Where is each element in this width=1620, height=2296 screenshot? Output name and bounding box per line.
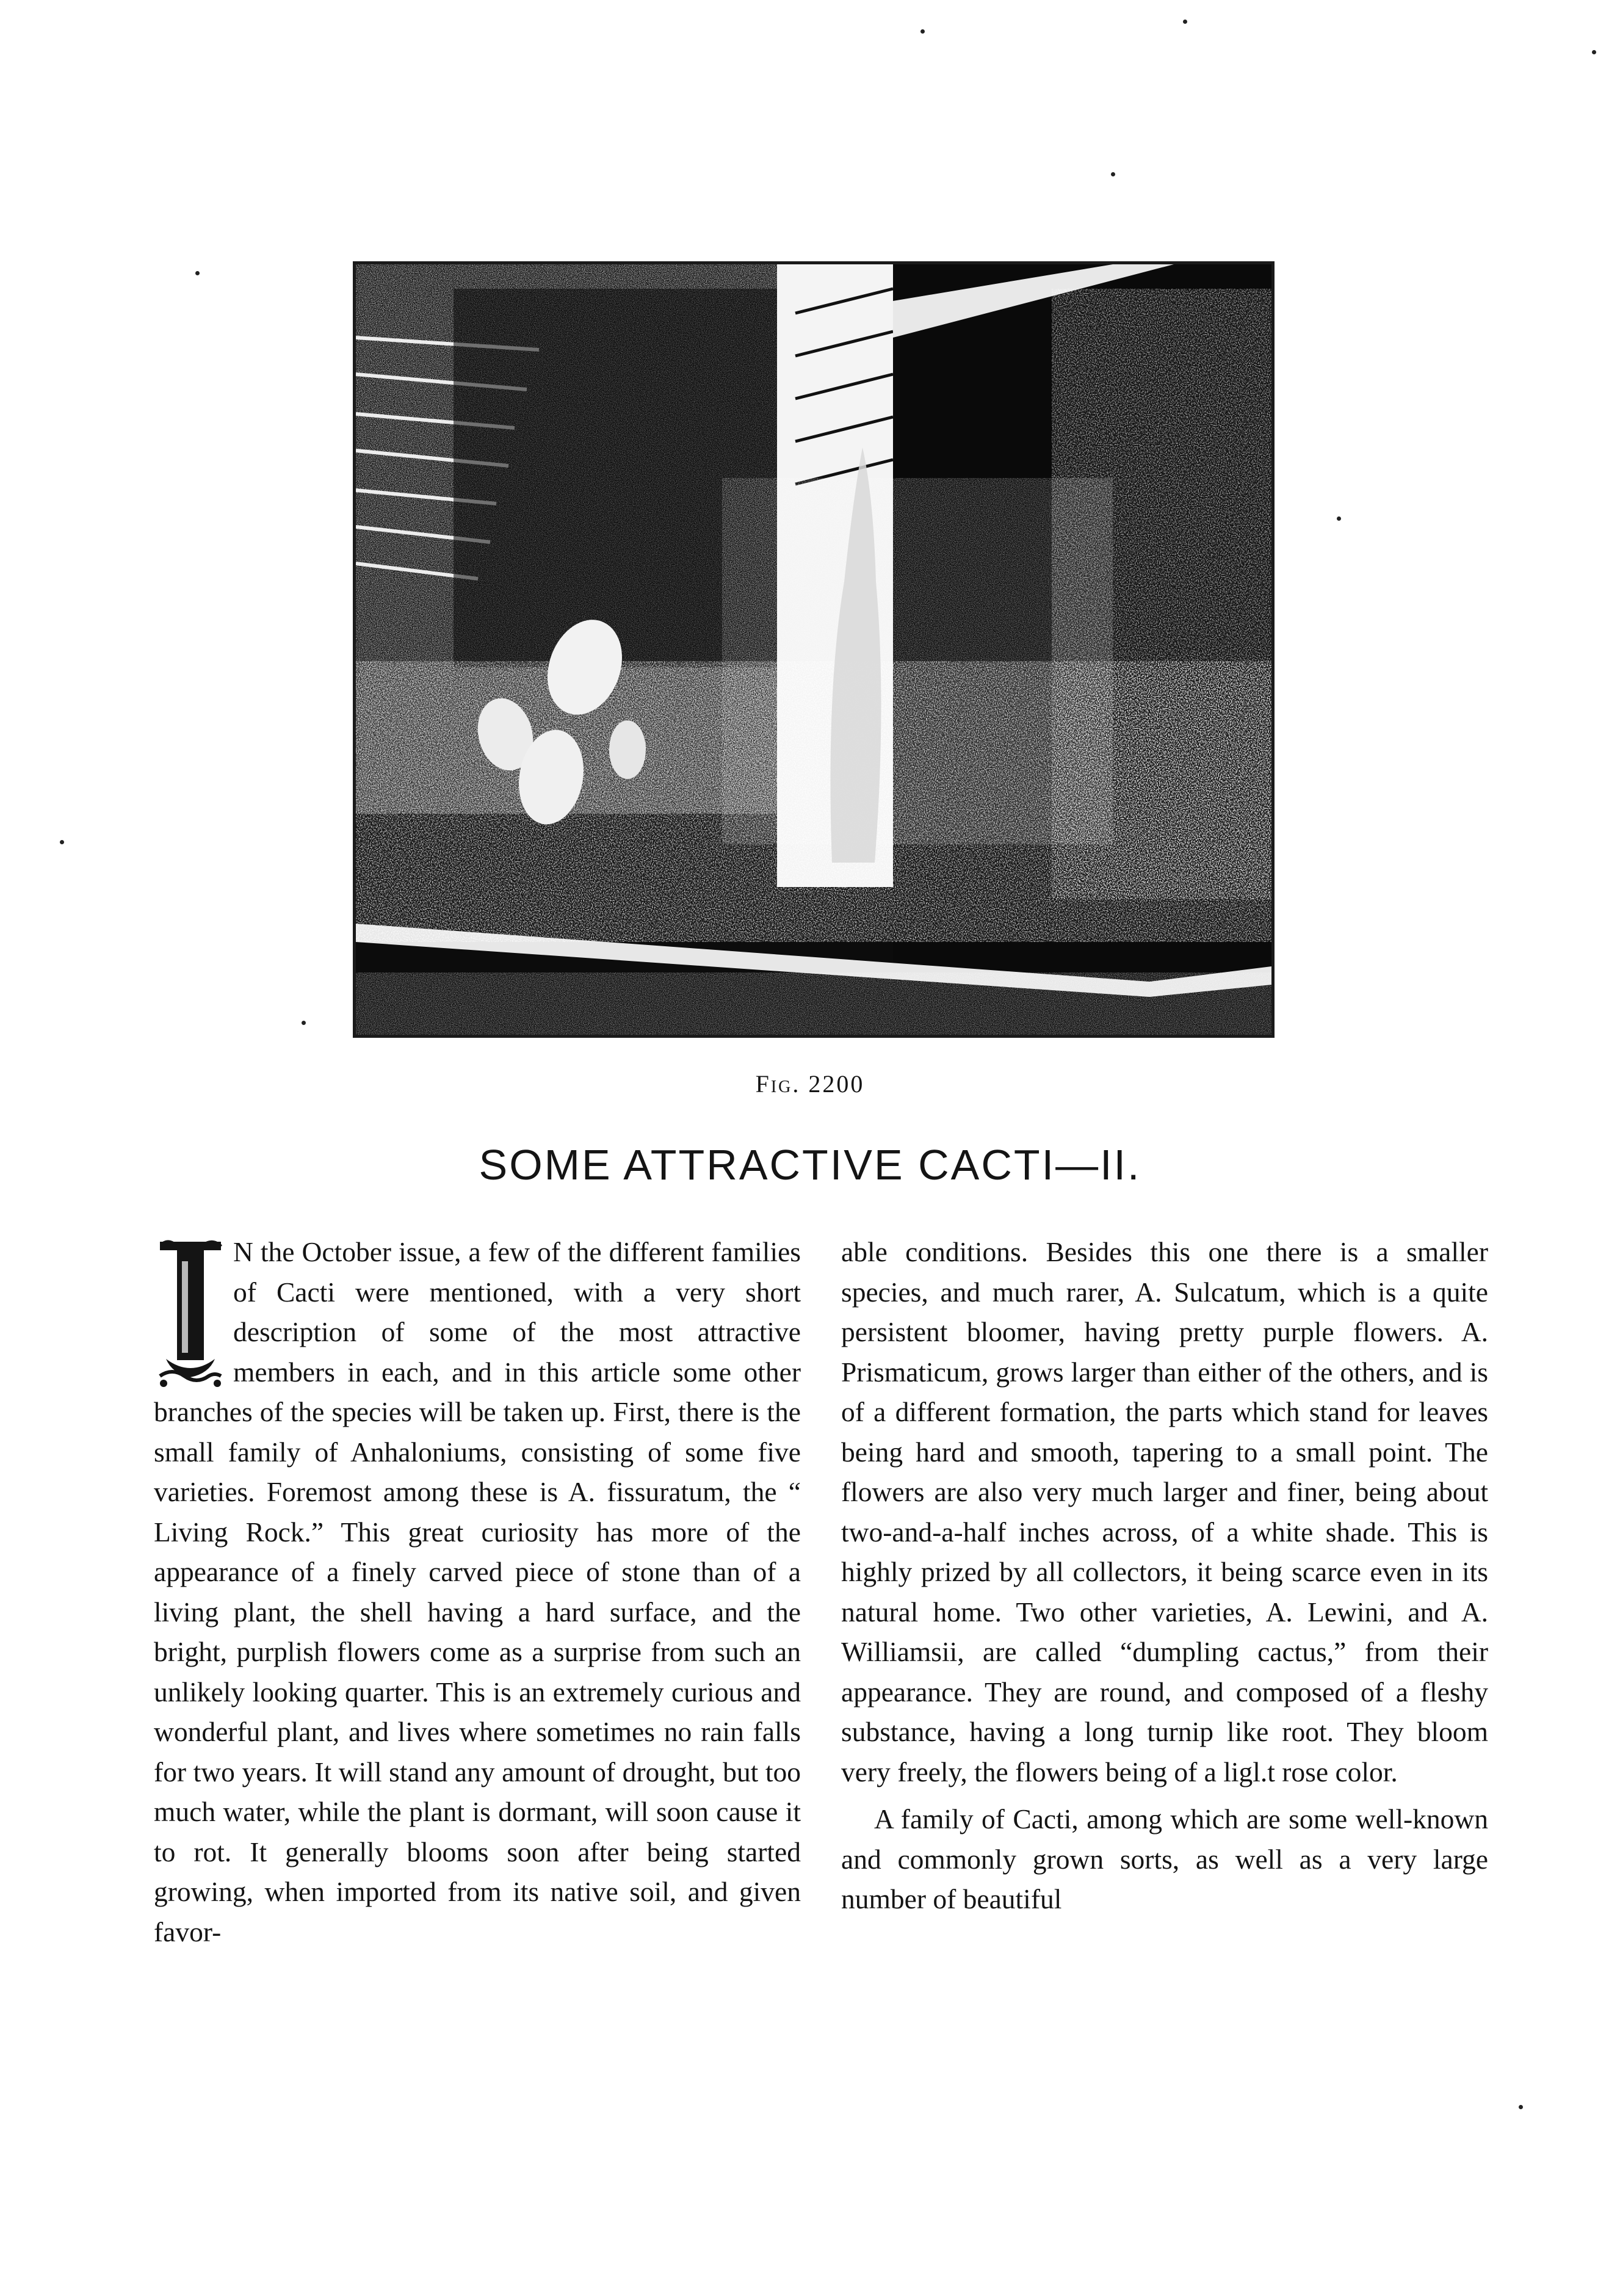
left-column <box>154 1232 801 1952</box>
drop-cap-ornament <box>154 1237 227 1389</box>
scan-speck <box>1592 50 1596 54</box>
scan-speck <box>1111 172 1115 176</box>
photograph-illustration <box>356 264 1271 1035</box>
drop-cap-letter <box>154 1237 227 1389</box>
cacti-photograph <box>353 261 1275 1038</box>
paragraph: N the October issue, a few of the different families of Cacti were mentioned, with a very short description of some of the most attractive members in each, and in this article some other branches of the species will be taken up. First, there is the small family of Anhaloniums, consisting of some five varieties. Foremost among these is A. fissuratum, the “ Living Rock.” This great curiosity has more of the appearance of a finely carved piece of stone than of a living plant, the shell having a hard surface, and the bright, purplish flowers come as a surprise from such an unlikely looking quarter. This is an extremely curious and wonderful plant, and lives where sometimes no rain falls for two years. It will stand any amount of drought, but too much water, while the plant is dormant, will soon cause it to rot. It generally blooms soon after being started growing, when imported from its native soil, and given favor- <box>154 1236 801 1947</box>
scan-speck <box>195 271 200 275</box>
paragraph: A family of Cacti, among which are some well-known and commonly grown sorts, as well as a very large number of beautiful <box>841 1803 1488 1914</box>
scan-speck <box>302 1021 306 1025</box>
scan-speck <box>1337 516 1341 521</box>
scan-speck <box>920 29 925 34</box>
scan-speck <box>60 840 64 844</box>
scan-speck <box>1183 20 1187 24</box>
article-title: SOME ATTRACTIVE CACTI—II. <box>479 1141 1141 1189</box>
figure-caption: Fig. 2200 <box>755 1070 865 1098</box>
scan-speck <box>1519 2105 1523 2109</box>
right-column <box>841 1232 1488 1919</box>
paragraph: able conditions. Besides this one there is a smaller species, and much rarer, A. Sulcatum, which is a quite persistent bloomer, having pretty purple flowers. A. Prismaticum, grows larger than either of the others, and is of a different formation, the parts which stand for leaves being hard and smooth, tapering to a small point. The flowers are also very much larger and finer, being about two-and-a-half inches across, of a white shade. This is highly prized by all collectors, it being scarce even in its natural home. Two other varieties, A. Lewini, and A. Williamsii, are called “dumpling cactus,” from their appearance. They are round, and composed of a fleshy substance, having a long turnip like root. They bloom very freely, the flowers being of a ligl.t rose color. <box>841 1236 1488 1787</box>
